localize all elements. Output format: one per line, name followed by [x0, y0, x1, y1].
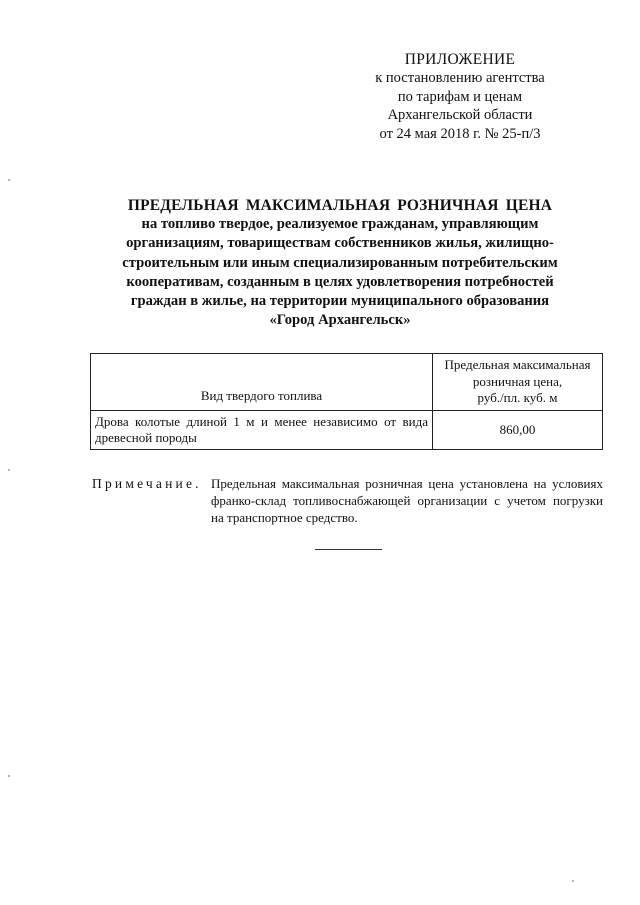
heading-line-6: «Город Архангельск»: [269, 312, 411, 329]
document-title: ПРЕДЕЛЬНАЯ МАКСИМАЛЬНАЯ РОЗНИЧНАЯ ЦЕНА: [127, 197, 553, 214]
heading-line-3: строительным или иным специализированным потребительским: [122, 254, 558, 271]
table-header-row: [91, 354, 603, 411]
header-max-price: [433, 354, 603, 411]
table-row: [91, 411, 603, 450]
heading-line-2: организациям, товариществам собственников жилья, жилищно-: [126, 235, 554, 252]
note-label: Примечание.: [92, 476, 202, 491]
header-fuel-type: Вид твердого топлива: [91, 354, 433, 411]
scan-speck: [572, 880, 574, 882]
note-text: [211, 476, 603, 526]
header-price-line-2: розничная цена,: [472, 373, 563, 389]
note-line-2: франко-склад топливоснабжающей организации с учетом погрузки: [211, 492, 603, 508]
heading-line-4: кооперативам, созданным в целях удовлетворения потребностей: [126, 273, 554, 290]
end-divider: [315, 549, 382, 550]
note-line-3: на транспортное средство.: [211, 509, 358, 525]
appendix-title: ПРИЛОЖЕНИЕ: [404, 51, 516, 68]
appendix-line-2: по тарифам и ценам: [397, 88, 523, 105]
row-fuel-name: Дрова колотые длиной 1 м и менее независимо от вида древесной породы: [91, 411, 433, 450]
scan-speck: [8, 179, 10, 181]
price-table: [90, 353, 603, 450]
heading-line-5: граждан в жилье, на территории муниципального образования: [130, 293, 550, 310]
scan-speck: [8, 775, 10, 777]
note-line-1: Предельная максимальная розничная цена установлена на условиях: [211, 476, 603, 491]
header-price-line-3: руб./пл. куб. м: [477, 390, 558, 406]
row-price: 860,00: [433, 411, 603, 450]
document-heading: [70, 196, 610, 331]
scan-speck: [8, 469, 10, 471]
appendix-line-3: Архангельской области: [387, 107, 533, 123]
heading-line-1: на топливо твердое, реализуемое гражданам, управляющим: [141, 216, 539, 232]
header-price-line-1: Предельная максимальная: [444, 357, 591, 373]
appendix-line-4: от 24 мая 2018 г. № 25-п/3: [379, 125, 541, 142]
appendix-line-1: к постановлению агентства: [375, 70, 545, 86]
appendix-block: [330, 50, 590, 143]
